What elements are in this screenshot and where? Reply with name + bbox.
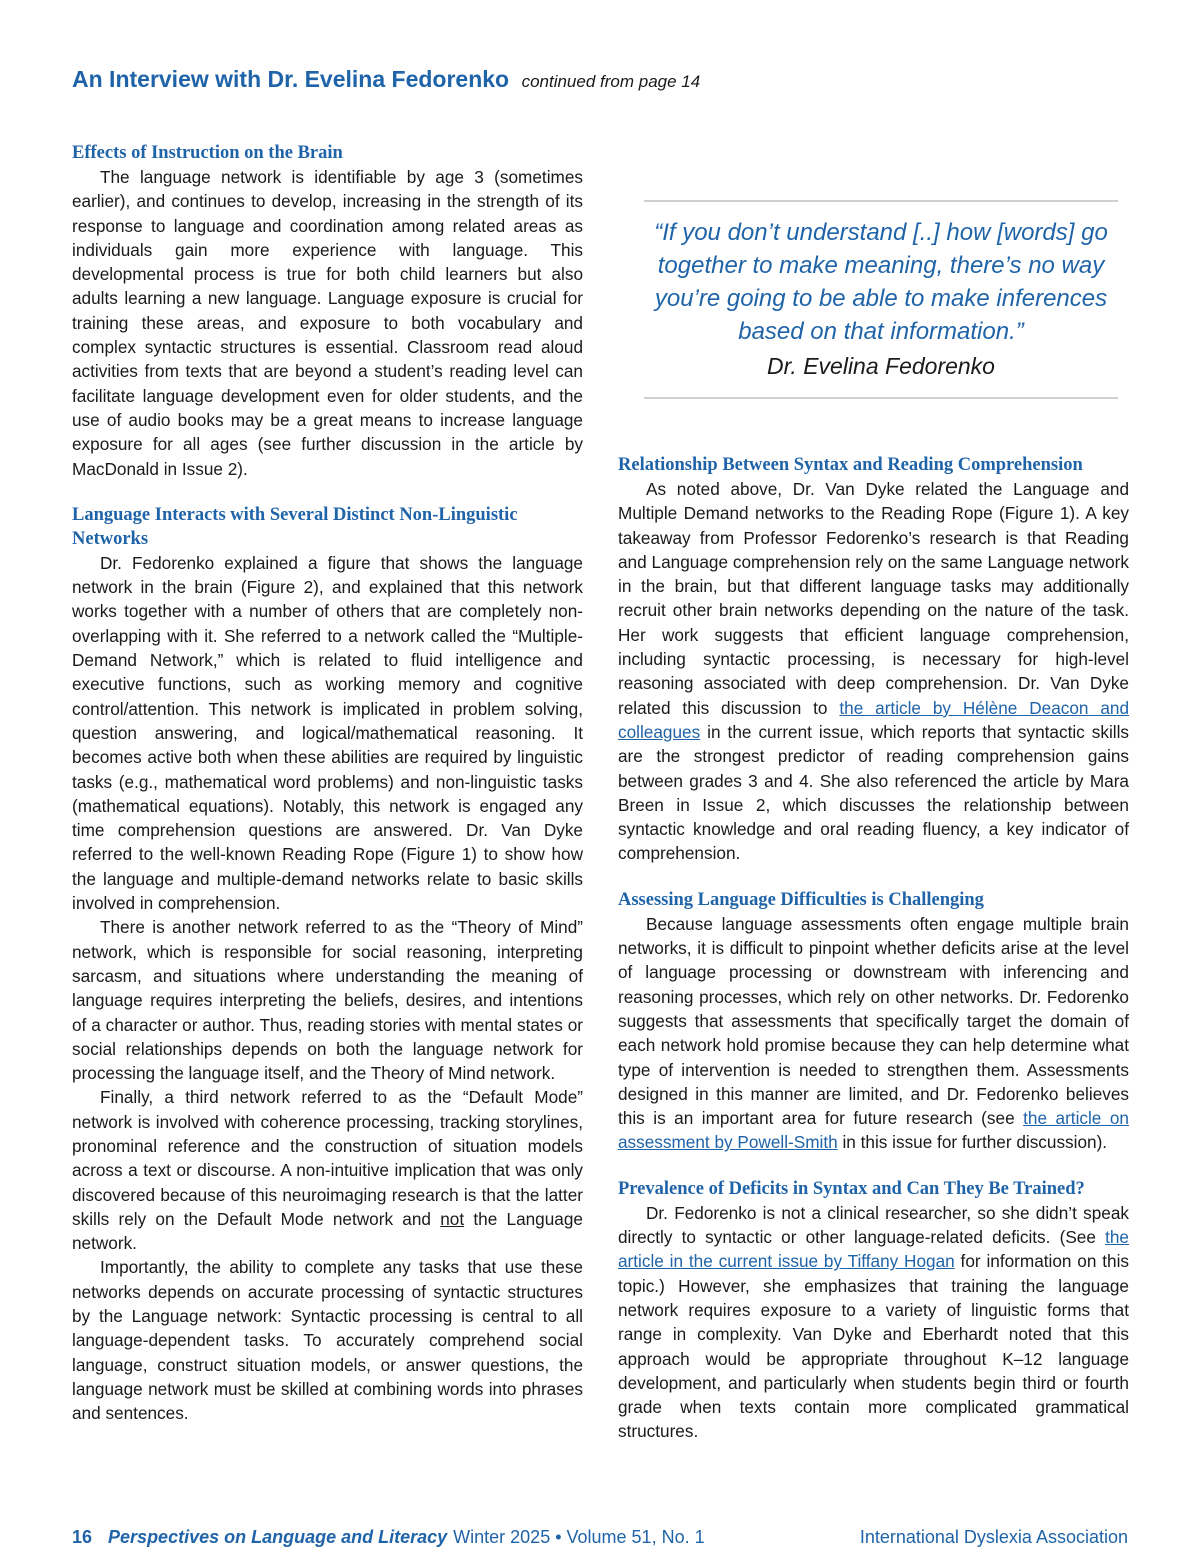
paragraph <box>618 477 1129 866</box>
section-syntax-reading-comprehension <box>618 453 1129 866</box>
right-column <box>618 200 1129 1466</box>
paragraph: Importantly, the ability to complete any tasks that use these networks depends on accurate processing of syntactic structures by the Language network: Syntactic processing is central to all language-dependent tasks. To accurately comprehend social language, construct situation models, or answer questions, the language network must be skilled at combining words into phrases and sentences. <box>72 1257 583 1424</box>
page-footer <box>72 1527 1128 1548</box>
pull-quote <box>644 200 1118 399</box>
text-run: the Language network. <box>72 1208 583 1254</box>
continued-note: continued from page 14 <box>521 72 701 91</box>
section-heading: Relationship Between Syntax and Reading Comprehension <box>618 455 1083 475</box>
journal-name: Perspectives on Language and Literacy <box>108 1527 448 1547</box>
quote-author: Dr. Evelina Fedorenko <box>767 353 995 379</box>
paragraph: The language network is identifiable by age 3 (sometimes earlier), and continues to develop, increasing in the strength of its response to language and coordination among related areas as individuals gain more experience with language. This developmental process is true for both child learners but also adults learning a new language. Language exposure is crucial for training these areas, and exposure to both vocabulary and complex syntactic structures is essential. Classroom read aloud activities from texts that are beyond a student’s reading level can facilitate language development even for older students, and the use of audio books may be a great means to increase language exposure for all ages (see further discussion in the article by MacDonald in Issue 2). <box>72 167 583 479</box>
text-run: in this issue for further discussion). <box>837 1132 1108 1153</box>
underlined-word: not <box>440 1208 465 1229</box>
issue-info: Winter 2025 • Volume 51, No. 1 <box>453 1527 705 1547</box>
text-run: Finally, a third network referred to as the “Default Mode” network is involved with coherence processing, tracking storylines, pronominal reference and the construction of situation models across a text or discourse. A non-intuitive implication that was only discovered because of this neuroimaging research is that the latter skills rely on the Default Mode network and <box>72 1087 583 1229</box>
section-heading: Language Interacts with Several Distinct Non-Linguistic Networks <box>72 504 518 549</box>
hogan-article-link[interactable]: the article in the current issue by Tiffany Hogan <box>618 1227 1129 1272</box>
section-effects-of-instruction <box>72 141 583 481</box>
text-run: Dr. Fedorenko is not a clinical researcher, so she didn’t speak directly to syntactic or other language-related deficits. (See <box>618 1202 1129 1248</box>
paragraph <box>72 1085 583 1255</box>
association-name: International Dyslexia Association <box>859 1527 1128 1547</box>
section-heading: Prevalence of Deficits in Syntax and Can They Be Trained? <box>618 1178 1085 1199</box>
text-run: in the current issue, which reports that syntactic skills are the strongest predictor of reading comprehension gains between grades 3 and 4. She also referenced the article by Mara Breen in Issue 2, which discusses the relationship between syntactic knowledge and oral reading fluency, a key indicator of comprehension. <box>618 721 1129 864</box>
text-run: As noted above, Dr. Van Dyke related the Language and Multiple Demand networks to the Reading Rope (Figure 1). A key takeaway from Professor Fedorenko’s research is that Reading and Language comprehension rely on the same Language network in the brain, but that different language tasks may additionally recruit other brain networks depending on the nature of the task. Her work suggests that efficient language comprehension, including syntactic processing, is necessary for high-level reasoning associated with deep comprehension. Dr. Van Dyke related this discussion to <box>618 479 1129 718</box>
section-assessing-difficulties <box>618 888 1129 1155</box>
page-header <box>72 66 700 93</box>
paragraph <box>618 912 1129 1155</box>
paragraph: Dr. Fedorenko explained a figure that shows the language network in the brain (Figure 2), and explained that this network works together with a number of others that are completely non-overlapping with it. She referred to a network called the “Multiple-Demand Network,” which is related to fluid intelligence and executive functions, such as working memory and cognitive control/attention. This network is implicated in problem solving, question answering, and logical/mathematical reasoning. It becomes active both when these abilities are required by linguistic tasks (e.g., mathematical word problems) and non-linguistic tasks (mathematical equations). Notably, this network is engaged any time comprehension questions are answered. Dr. Van Dyke referred to the well-known Reading Rope (Figure 1) to show how the language and multiple-demand networks relate to basic skills involved in comprehension. <box>72 552 583 914</box>
article-title: An Interview with Dr. Evelina Fedorenko <box>72 66 510 92</box>
section-heading: Effects of Instruction on the Brain <box>72 143 343 163</box>
deacon-article-link[interactable]: the article by Hélène Deacon and colleagues <box>618 697 1130 742</box>
text-run: for information on this topic.) However, she emphasizes that training the language network requires exposure to a variety of linguistic forms that range in complexity. Van Dyke and Eberhardt noted that this approach would be appropriate throughout K–12 language development, and particularly when students begin third or fourth grade when texts contain more complicated grammatical structures. <box>618 1251 1130 1442</box>
powell-smith-article-link[interactable]: the article on assessment by Powell-Smith <box>618 1108 1129 1153</box>
page-number: 16 <box>72 1527 93 1547</box>
paragraph: There is another network referred to as the “Theory of Mind” network, which is responsible for social reasoning, interpreting sarcasm, and situations where understanding the meaning of language requires interpreting the beliefs, desires, and intentions of a character or author. Thus, reading stories with mental states or social relationships depends on both the language network for processing the language itself, and the Theory of Mind network. <box>72 917 583 1084</box>
left-column <box>72 141 583 1448</box>
section-prevalence-of-deficits <box>618 1177 1129 1444</box>
paragraph <box>618 1201 1129 1444</box>
section-heading: Assessing Language Difficulties is Challenging <box>618 889 984 910</box>
text-run: Because language assessments often engage multiple brain networks, it is difficult to pinpoint whether deficits arise at the level of language processing or downstream with inferencing and reasoning processes, which rely on other networks. Dr. Fedorenko suggests that assessments that specifically target the domain of each network hold promise because they can help determine what type of intervention is needed to strengthen them. Assessments designed in this manner are limited, and Dr. Fedorenko believes this is an important area for future research (see <box>618 913 1129 1129</box>
section-non-linguistic-networks <box>72 503 583 1426</box>
quote-text: “If you don’t understand [..] how [words] go together to make meaning, there’s no way you’re going to be able to make inferences based on that information.” <box>654 219 1108 345</box>
